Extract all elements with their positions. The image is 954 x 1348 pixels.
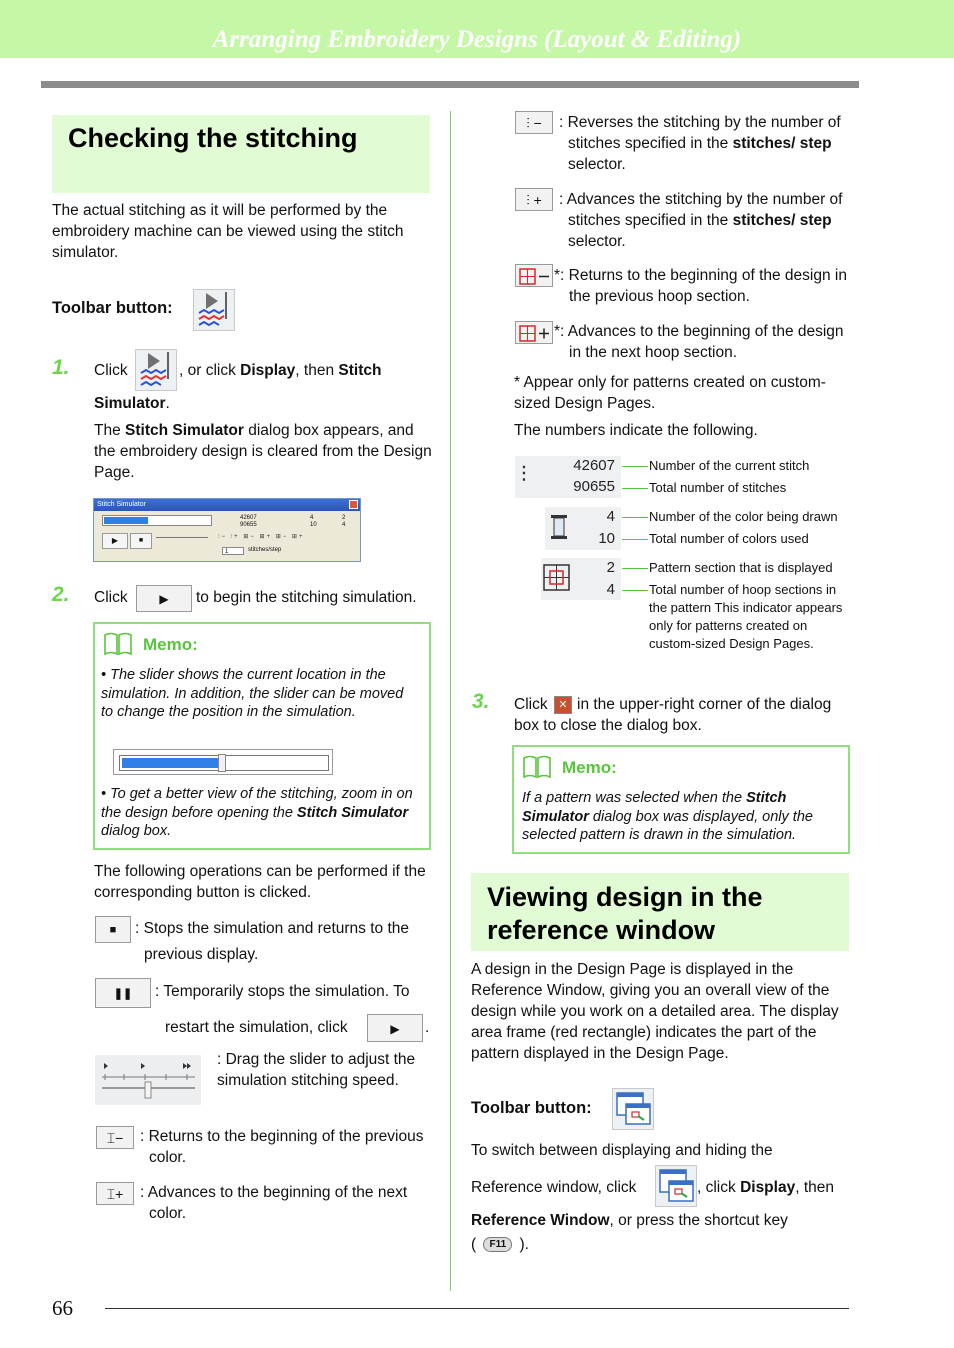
step3-text: in the upper-right corner of the dialog box to close the dialog box. xyxy=(514,696,832,734)
step1-menu-path: , or click Display, then Stitch xyxy=(179,362,382,379)
reverse-text: : Reverses the stitching by the number of stitches specified in the stitches/ step selector. xyxy=(559,114,841,173)
close-icon[interactable]: ✕ xyxy=(554,696,572,714)
dialog-speed-slider[interactable] xyxy=(156,537,208,538)
hoop-now-value: 2 xyxy=(606,559,615,576)
hoop-next-text: *: Advances to the beginning of the design in the next hoop section. xyxy=(554,323,844,361)
footer-rule xyxy=(105,1308,849,1309)
memo-slider-illustration xyxy=(113,749,333,775)
play-button[interactable] xyxy=(136,585,192,612)
stop-icon: ■ xyxy=(109,924,117,936)
switch-text-2b: , click Display, then xyxy=(697,1179,834,1196)
step1-result: The Stitch Simulator dialog box appears, and the embroidery design is cleared from the Design Page. xyxy=(94,422,432,481)
needle-icon: ⫶ xyxy=(521,462,527,487)
speed-slider[interactable] xyxy=(95,1055,201,1105)
dialog-close-button[interactable] xyxy=(349,500,358,509)
toolbar-label-2: Toolbar button: xyxy=(471,1099,592,1117)
hoop-grid-minus-icon xyxy=(516,265,554,288)
hoop-grid-plus-icon xyxy=(516,322,554,345)
leader-line xyxy=(622,466,648,467)
play-icon: ▶ xyxy=(159,592,169,606)
color-now-label: Number of the color being drawn xyxy=(649,509,838,524)
step-number-3: 3. xyxy=(472,690,490,713)
dialog-step-buttons[interactable]: ⫶− ⫶+ ⊞− ⊞+ ⊞− ⊞+ xyxy=(218,534,305,540)
hoop-prev-text: *: Returns to the beginning of the design in the previous hoop section. xyxy=(554,267,847,305)
op-next-color-text: : Advances to the beginning of the next color. xyxy=(140,1184,408,1222)
dialog-counter: 42607 90655 xyxy=(240,515,257,528)
op-prev-color-text: : Returns to the beginning of the previous color. xyxy=(140,1128,424,1166)
op-pause-text-2: restart the simulation, click xyxy=(165,1019,348,1036)
memo1-bullet-1: • The slider shows the current location in the simulation. In addition, the slider can be moved to change the position in the simulation. xyxy=(101,667,404,720)
step-number-2: 2. xyxy=(52,583,70,606)
current-stitch-label: Number of the current stitch xyxy=(649,458,810,473)
previous-hoop-button[interactable] xyxy=(515,264,553,287)
hoop-counter-panel xyxy=(541,558,621,600)
needle-minus-icon: ⫶ − xyxy=(526,115,542,131)
color-total-label: Total number of colors used xyxy=(649,531,809,546)
dialog-hoop-counter: 2 4 xyxy=(342,515,346,528)
hoop-now-label: Pattern section that is displayed xyxy=(649,560,833,575)
dialog-step-select[interactable]: 1 xyxy=(222,547,244,555)
next-hoop-button[interactable] xyxy=(515,321,553,344)
op-pause-text: : Temporarily stops the simulation. To xyxy=(155,983,410,1000)
step3-click: Click xyxy=(514,696,548,713)
color-counter-panel xyxy=(545,507,621,550)
pause-icon: ❚❚ xyxy=(113,988,133,1000)
advance-text: : Advances the stitching by the number of stitches specified in the stitches/ step selector. xyxy=(559,191,843,250)
page-number: 66 xyxy=(52,1296,73,1320)
op-stop-text-2: previous display. xyxy=(144,946,259,963)
step2-click: Click xyxy=(94,589,128,606)
reference-intro: A design in the Design Page is displayed in the Reference Window, giving you an overall view of the design while you work on a detailed area. The display area frame (red rectangle) indicates the part of the pattern displayed in the Design Page. xyxy=(471,961,839,1062)
reference-window-toolbar-icon[interactable] xyxy=(612,1088,654,1130)
dialog-titlebar xyxy=(94,499,360,511)
memo-book-icon xyxy=(522,755,552,779)
needle-plus-icon: ⫶ + xyxy=(526,192,542,208)
step-number-1: 1. xyxy=(52,356,70,379)
total-stitch-label: Total number of stitches xyxy=(649,480,787,495)
dialog-title: Stitch Simulator xyxy=(97,501,147,508)
memo2-text: If a pattern was selected when the Stitch Simulator dialog box was displayed, only the selected pattern is drawn in the simulation. xyxy=(522,790,813,843)
hoop-total-value: 4 xyxy=(606,581,615,598)
op-stop-text: : Stops the simulation and returns to the xyxy=(135,920,409,937)
hoop-grid-icon xyxy=(541,558,575,600)
f11-key: F11 xyxy=(483,1237,512,1252)
op-pause-period: . xyxy=(425,1019,430,1036)
leader-line xyxy=(622,488,648,489)
dialog-stop-button[interactable]: ■ xyxy=(130,533,152,549)
toolbar-label: Toolbar button: xyxy=(52,299,173,317)
color-total-value: 10 xyxy=(598,530,615,547)
stop-button[interactable] xyxy=(95,916,131,943)
dialog-progress-slider[interactable] xyxy=(102,515,212,526)
step1-click: Click xyxy=(94,362,128,379)
spool-minus-icon: ⌶− xyxy=(106,1130,124,1146)
section2-title: Viewing design in the reference window xyxy=(487,882,763,945)
intro-text: The actual stitching as it will be performed by the embroidery machine can be viewed using the stitch simulator. xyxy=(52,202,404,261)
operations-intro: The following operations can be performed if the corresponding button is clicked. xyxy=(94,863,426,901)
stitch-simulator-icon[interactable] xyxy=(135,349,177,391)
total-stitch-value: 90655 xyxy=(573,478,615,495)
leader-line xyxy=(622,568,648,569)
switch-text-1: To switch between displaying and hiding the xyxy=(471,1142,773,1159)
stitch-counter-panel xyxy=(515,456,621,498)
shortcut-line: ( F11 ). xyxy=(471,1236,529,1253)
section-title: Checking the stitching xyxy=(68,123,358,153)
stitch-simulator-toolbar-icon[interactable] xyxy=(193,289,235,331)
resume-play-button[interactable] xyxy=(367,1014,423,1042)
color-now-value: 4 xyxy=(606,508,615,525)
leader-line xyxy=(622,590,648,591)
pause-button[interactable] xyxy=(95,978,151,1008)
op-slider-text: : Drag the slider to adjust the simulation stitching speed. xyxy=(217,1051,416,1089)
spool-plus-icon: ⌶+ xyxy=(106,1186,124,1202)
stitch-simulator-dialog xyxy=(93,498,361,562)
reverse-stitches-button[interactable] xyxy=(515,111,553,134)
switch-text-2a: Reference window, click xyxy=(471,1179,637,1196)
memo-title-1: Memo: xyxy=(143,635,198,654)
previous-color-button[interactable] xyxy=(96,1126,134,1149)
memo1-bullet-2: • To get a better view of the stitching, zoom in on the design before opening the Stitch Simulator dialog box. xyxy=(101,786,413,839)
step1-menu-path-cont: Simulator. xyxy=(94,395,170,412)
custom-page-note: * Appear only for patterns created on custom-sized Design Pages. xyxy=(514,374,826,412)
spool-icon xyxy=(545,507,575,550)
numbers-intro: The numbers indicate the following. xyxy=(514,422,758,439)
switch-text-3: Reference Window, or press the shortcut key xyxy=(471,1212,788,1229)
next-color-button[interactable] xyxy=(96,1182,134,1205)
reference-window-icon[interactable] xyxy=(655,1165,697,1207)
memo-book-icon xyxy=(103,632,133,656)
header-rule xyxy=(41,81,859,88)
column-divider xyxy=(450,111,451,1291)
leader-line xyxy=(622,517,648,518)
step2-text: to begin the stitching simulation. xyxy=(196,589,417,606)
dialog-play-button[interactable]: ▶ xyxy=(102,533,128,549)
play-icon: ▶ xyxy=(390,1022,400,1036)
leader-line xyxy=(622,539,648,540)
memo-title-2: Memo: xyxy=(562,758,617,777)
dialog-color-counter: 4 10 xyxy=(310,515,317,528)
advance-stitches-button[interactable] xyxy=(515,188,553,211)
dialog-step-label: stitches/step xyxy=(248,547,282,553)
current-stitch-value: 42607 xyxy=(573,457,615,474)
hoop-total-label: Total number of hoop sections in the pattern This indicator appears only for patterns created on custom-sized Design Pages. xyxy=(649,582,843,651)
page-header-title: Arranging Embroidery Designs (Layout & Editing) xyxy=(212,26,742,53)
